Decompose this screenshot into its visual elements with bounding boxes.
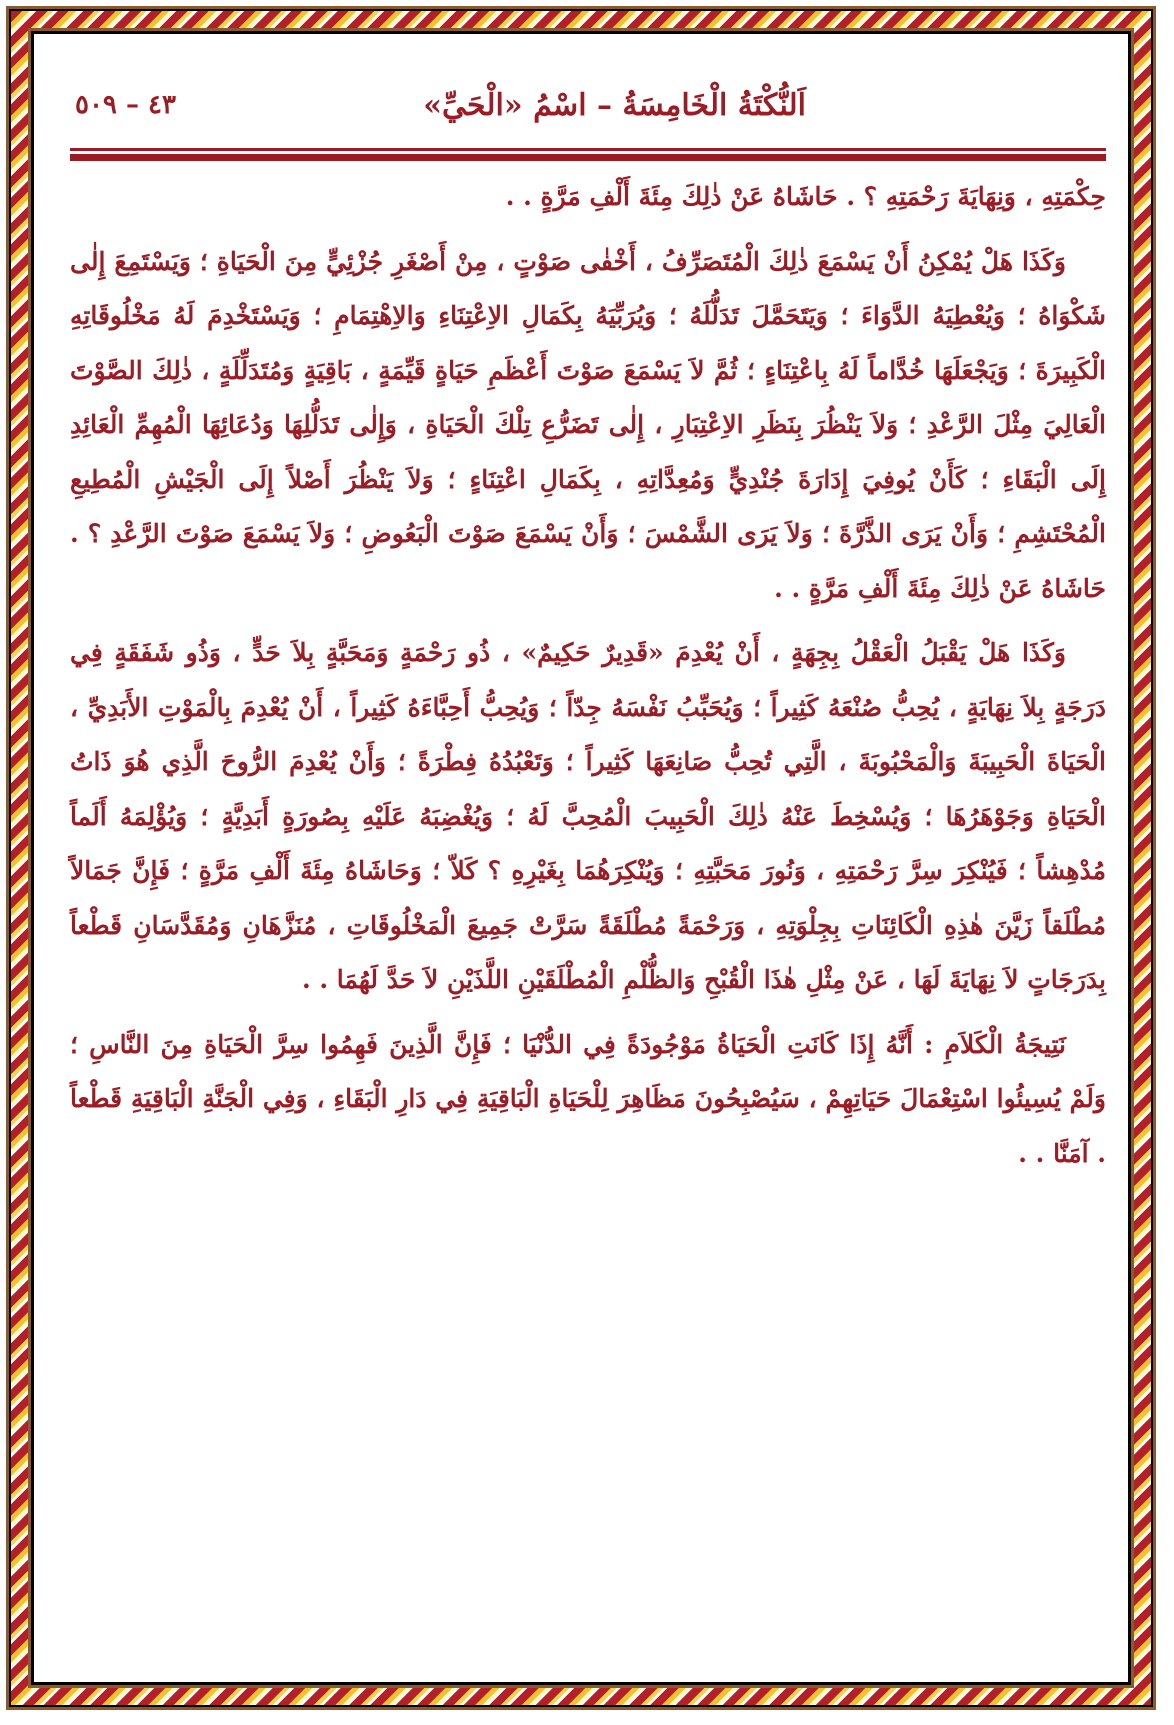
section-title: اَلنُّكْتَةُ الْخَامِسَةُ – اسْمُ «الْحَيِّ» <box>423 88 806 123</box>
paragraph-1: حِكْمَتِهِ ، وَنِهَايَةَ رَحْمَتِهِ ؟ . حَاشَاهُ عَنْ ذٰلِكَ مِئَةَ أَلْفِ مَرَّةٍ . . <box>505 182 1106 211</box>
header-rule-thick <box>70 154 1106 161</box>
header-rule-thin <box>70 148 1106 151</box>
paragraph-3: وَكَذَا هَلْ يَقْبَلُ الْعَقْلُ بِجِهَةٍ ، أَنْ يُعْدِمَ «قَدِيرٌ حَكِيمٌ» ، ذُو رَحْمَةٍ وَمَحَبَّةٍ بِلاَ حَدٍّ ، وَذُو شَفَقَةٍ فِي دَرَجَةٍ بِلاَ نِهَايَةٍ ، يُحِبُّ صُنْعَهُ كَثِيراً ؛ وَيُحَبِّبُ نَفْسَهُ جِدّاً ؛ وَيُحِبُّ أَحِبَّاءَهُ كَثِيراً ، أَنْ يُعْدِمَ بِالْمَوْتِ الأَبَدِيِّ ، الْحَيَاةَ الْحَبِيبَةَ وَالْمَحْبُوبَةَ ، الَّتِي تُحِبُّ صَانِعَهَا كَثِيراً ؛ وَتَعْبُدُهُ فِطْرَةً ؛ وَأَنْ يُعْدِمَ الرُّوحَ الَّذِي هُوَ ذَاتُ الْحَيَاةِ وَجَوْهَرُهَا ؛ وَيُسْخِطَ عَنْهُ ذٰلِكَ الْحَبِيبَ الْمُحِبَّ لَهُ ؛ وَيُغْضِبَهُ عَلَيْهِ بِصُورَةٍ أَبَدِيَّةٍ ؛ وَيُؤْلِمَهُ أَلَماً مُدْهِشاً ؛ فَيُنْكِرَ سِرَّ رَحْمَتِهِ ، وَنُورَ مَحَبَّتِهِ ؛ وَيُنْكِرَهُمَا بِغَيْرِهِ ؟ كَلاّ ؛ وَحَاشَاهُ مِئَةَ أَلْفِ مَرَّةٍ ؛ فَإِنَّ جَمَالاً مُطْلَقاً زَيَّنَ هٰذِهِ الْكَائِنَاتِ بِجِلْوَتِهِ ، وَرَحْمَةً مُطْلَقَةً سَرَّتْ جَمِيعَ الْمَخْلُوقَاتِ ، مُنَزَّهَانِ وَمُقَدَّسَانِ قَطْعاً بِدَرَجَاتٍ لاَ نِهَايَةَ لَهَا ، عَنْ مِثْلِ هٰذَا الْقُبْحِ وَالظُّلْمِ الْمُطْلَقَيْنِ اللَّذَيْنِ لاَ حَدَّ لَهُمَا . . <box>70 638 1106 994</box>
paragraph-2: وَكَذَا هَلْ يُمْكِنُ أَنْ يَسْمَعَ ذٰلِكَ الْمُتَصَرِّفُ ، أَخْفٰى صَوْتٍ ، مِنْ أَصْغَرِ جُزْئِيٍّ مِنَ الْحَيَاةِ ؛ وَيَسْتَمِعَ إِلٰى شَكْوَاهُ ؛ وَيُعْطِيَهُ الدَّوَاءَ ؛ وَيَتَحَمَّلَ تَدَلُّلَهُ ؛ وَيُرَبِّيَهُ بِكَمَالِ الاِعْتِنَاءِ وَالاِهْتِمَامِ ؛ وَيَسْتَخْدِمَ لَهُ مَخْلُوقَاتِهِ الْكَبِيرَةَ ؛ وَيَجْعَلَهَا خُدَّاماً لَهُ بِاعْتِنَاءٍ ؛ ثُمَّ لاَ يَسْمَعَ صَوْتَ أَعْظَمِ حَيَاةٍ قَيِّمَةٍ ، بَاقِيَةٍ وَمُتَدَلِّلَةٍ ، ذٰلِكَ الصَّوْتَ الْعَالِيَ مِثْلَ الرَّعْدِ ؛ وَلاَ يَنْظُرَ بِنَظَرِ الاِعْتِبَارِ ، إِلٰى تَضَرُّعِ تِلْكَ الْحَيَاةِ ، وَإِلٰى تَدَلُّلِهَا وَدُعَائِهَا الْمُهِمِّ الْعَائِدِ إِلَى الْبَقَاءِ ؛ كَأَنْ يُوفِيَ إِدَارَةَ جُنْدِيٍّ وَمُعِدَّاتِهِ ، بِكَمَالِ اعْتِنَاءٍ ؛ وَلاَ يَنْظُرَ أَصْلاً إِلَى الْجَيْشِ الْمُطِيعِ الْمُحْتَشِمِ ؛ وَأَنْ يَرَى الذَّرَّةَ ؛ وَلاَ يَرَى الشَّمْسَ ؛ وَأَنْ يَسْمَعَ صَوْتَ الْبَعُوضِ ؛ وَلاَ يَسْمَعَ صَوْتَ الرَّعْدِ ؟ . حَاشَاهُ عَنْ ذٰلِكَ مِئَةَ أَلْفِ مَرَّةٍ . . <box>70 246 1106 603</box>
page-number: ٤٣ – ٥٠٩ <box>75 90 176 120</box>
running-header <box>70 60 1106 150</box>
body-text <box>70 170 1106 1191</box>
page-content <box>70 60 1106 1168</box>
paragraph-4: نَتِيجَةُ الْكَلاَمِ : أَنَّهُ إِذَا كَانَتِ الْحَيَاةُ مَوْجُودَةً فِي الدُّنْيَا ؛ فَإِنَّ الَّذِينَ فَهِمُوا سِرَّ الْحَيَاةِ مِنَ النَّاسِ ؛ وَلَمْ يُسِيئُوا اسْتِعْمَالَ حَيَاتِهِمْ ، سَيُصْبِحُونَ مَظَاهِرَ لِلْحَيَاةِ الْبَاقِيَةِ فِي دَارِ الْبَقَاءِ ، وَفِي الْجَنَّةِ الْبَاقِيَةِ قَطْعاً . آمَنَّا . . <box>70 1029 1106 1168</box>
